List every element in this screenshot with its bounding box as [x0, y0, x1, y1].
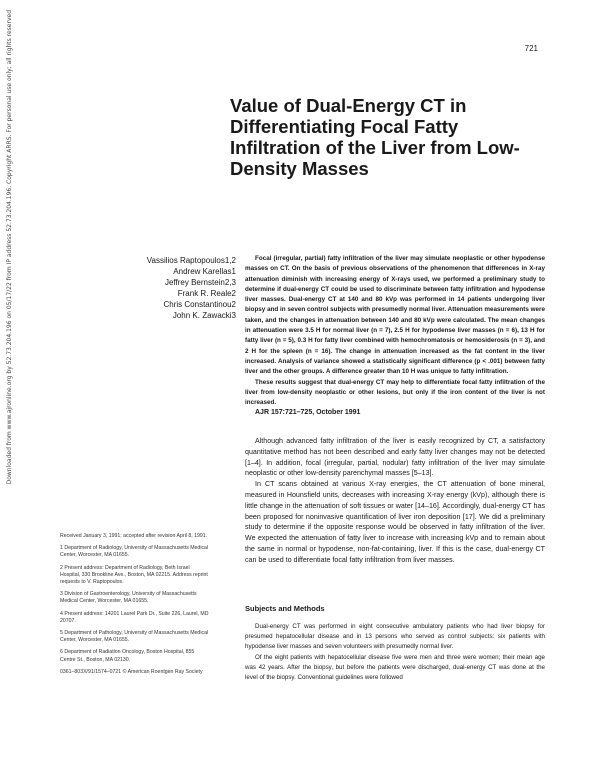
author: Vassilios Raptopoulos1,2 — [146, 256, 236, 265]
footnote: 6 Department of Radiation Oncology, Boston Hospital, 855 Centre St., Boston, MA 02130. — [60, 649, 195, 663]
footnote: 5 Department of Pathology, University of Massachusetts Medical Center, Worcester, MA 01655. — [60, 630, 209, 644]
section-heading: Subjects and Methods — [245, 604, 325, 613]
page-number: 721 — [524, 44, 538, 53]
body-paragraph: In CT scans obtained at various X-ray energies, the CT attenuation of bone mineral, measured in Hounsfield units, decreases with increasing X-ray energy (kVp), although there is little change in the attenuation of soft tissues or water [14–16]. Accordingly, dual-energy CT has been proposed for noninvasive quantification of liver iron deposition [17]. We did a preliminary study to determine if the opposite response would be observed in fatty infiltration of the liver. We expected the attenuation of fatty liver to increase with increasing kVp and to remain about the same in normal or hypodense, non-fat-containing, liver. If this is the case, dual-energy CT can be used to differentiate focal fatty infiltration from liver masses. — [245, 480, 545, 564]
article-title: Value of Dual-Energy CT in Differentiating Focal Fatty Infiltration of the Liver from Low-Density Masses — [230, 95, 520, 179]
methods-paragraph: Of the eight patients with hepatocellular disease five were men and three were women; their mean age was 42 years. After the biopsy, but before the patients were discharged, dual-energy CT was done at the level of the biopsy. Conventional guidelines were followed — [245, 653, 545, 682]
footnote: 2 Present address: Department of Radiology, Beth Israel Hospital, 330 Brookline Ave., Boston, MA 02215. Address reprint requests to V. Raptopoulos. — [60, 564, 208, 586]
footnote: Received January 3, 1991; accepted after revision April 8, 1991. — [60, 533, 208, 539]
author: Frank R. Reale2 — [177, 289, 236, 298]
author: Jeffrey Bernstein2,3 — [164, 278, 236, 287]
footnotes — [60, 533, 210, 681]
abstract-paragraph: Focal (irregular, partial) fatty infiltration of the liver may simulate neoplastic or other hypodense masses on CT. On the basis of previous observations of the phenomenon that differences in X-ray attenuation diminish with increasing energy of X-rays used, we performed a preliminary study to determine if dual-energy CT could be used to discriminate between fatty infiltration and hypodense liver masses. Dual-energy CT at 140 and 80 kVp was performed in 14 patients undergoing liver biopsy and in seven control subjects with presumedly normal liver. Attenuation measurements were taken, and the changes in attenuation between 140 and 80 kVp were calculated. The mean changes in attenuation were 3.5 H for normal liver (n = 7), 2.5 H for hypodense liver masses (n = 6), 13 H for fatty liver (n = 5), 0.3 H for fatty liver combined with hemochromatosis or hemosiderosis (n = 3), and 2 H for the spleen (n = 16). The change in attenuation increased as the fat content in the liver increased. Analysis of variance showed a statistically significant difference (p < .001) between fatty liver and the other groups. A difference greater than 10 H was unique to fatty infiltration. — [245, 255, 545, 376]
abstract-paragraph: These results suggest that dual-energy CT may help to differentiate focal fatty infiltration of the liver from low-density neoplastic or other lesions, but only if the iron content of the liver is not increased. — [245, 378, 545, 407]
author: John K. Zawacki3 — [172, 311, 236, 320]
footnote: 0361–803X/91/1574–0721 © American Roentgen Ray Society — [60, 668, 203, 675]
author-list — [60, 255, 236, 321]
download-watermark-text: Downloaded from www.ajronline.org by 52.73.204.196 on 05/17/22 from IP address 52.73.204.196. Copyright ARRS. For personal use only; all rights reserved — [6, 10, 13, 485]
abstract — [245, 254, 545, 408]
footnote: 3 Division of Gastroenterology, University of Massachusetts Medical Center, Worcester, MA 01655. — [60, 591, 197, 605]
footnote: 1 Department of Radiology, University of Massachusetts Medical Center, Worcester, MA 01655. — [60, 545, 209, 559]
methods-text — [245, 622, 545, 683]
author: Andrew Karellas1 — [173, 267, 236, 276]
introduction-text — [245, 436, 545, 566]
footnote: 4 Present address: 14201 Laurel Park Dr., Suite 226, Laurel, MD 20707. — [60, 610, 209, 624]
author: Chris Constantinou2 — [163, 300, 236, 309]
download-watermark — [0, 0, 12, 776]
journal-citation: AJR 157:721–725, October 1991 — [255, 409, 361, 416]
body-paragraph: Although advanced fatty infiltration of the liver is easily recognized by CT, a satisfactory quantitative method has not been described and early fatty liver changes may not be detected [1–4]. In addition, focal (irregular, partial, nodular) fatty infiltration of the liver may simulate neoplastic or other low-density parenchymal masses [5–13]. — [245, 437, 545, 478]
methods-paragraph: Dual-energy CT was performed in eight consecutive ambulatory patients who had liver biopsy for presumed hepatocellular disease and in 13 persons who served as control subjects: six patients with hypodense liver masses and seven volunteers with presumedly normal liver. — [245, 623, 545, 651]
